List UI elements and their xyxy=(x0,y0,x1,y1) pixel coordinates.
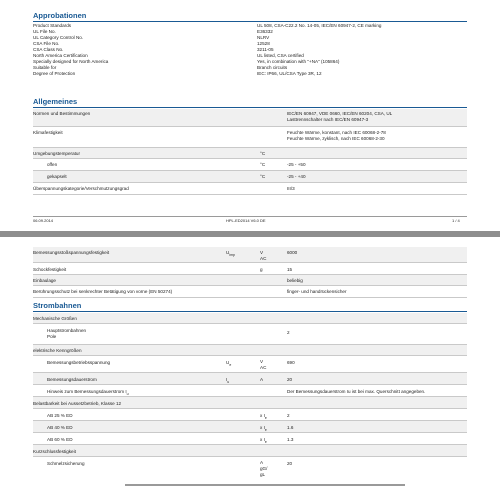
spec-label: Überspannungskategorie/Verschmutzungsgrad xyxy=(33,186,129,191)
spec-label: gekapselt xyxy=(47,174,67,179)
footer-page-number: 1 / 4 xyxy=(452,218,460,223)
table-row xyxy=(33,148,467,159)
spec-value: Feuchte Wärme, konstant, nach IEC 60068-2-78 xyxy=(287,130,386,135)
table-row xyxy=(33,445,467,457)
approval-label: Product Standards xyxy=(33,23,72,28)
spec-group-label: Belastbarkeit bei Aussetzbetrieb, Klasse 12 xyxy=(33,401,122,406)
spec-unit: °C xyxy=(260,162,266,167)
document-page-1 xyxy=(0,0,500,231)
spec-value: Der Bemessungsdauerstrom Iu ist bei max. Querschnitt angegeben. xyxy=(287,389,426,394)
spec-label: Bemessungsbetriebsspannung xyxy=(47,360,111,365)
spec-unit-line2: AC xyxy=(260,365,267,370)
spec-label: Bemessungsdauerstrom xyxy=(47,377,97,382)
spec-label: Hauptstrombahnen xyxy=(47,328,87,333)
spec-label: AB 25 % ED xyxy=(47,413,73,418)
spec-group-label: Mechanische Größen xyxy=(33,316,77,321)
section-title-allgemeines: Allgemeines xyxy=(33,97,78,106)
spec-label: AB 40 % ED xyxy=(47,425,73,430)
spec-label: Umgebungstemperatur xyxy=(33,151,80,156)
table-row xyxy=(33,324,467,345)
spec-unit: °C xyxy=(260,151,266,156)
footer-date: 06.09.2014 xyxy=(33,218,54,223)
spec-unit: x $I_e$ xyxy=(260,425,267,432)
spec-value: 2 xyxy=(287,330,290,335)
approval-value: NLRV xyxy=(257,35,270,40)
approval-label: UL Category Control No. xyxy=(33,35,84,40)
spec-label: offen xyxy=(47,162,58,167)
spec-group-label: Kurzschlussfestigkeit xyxy=(33,449,76,454)
table-row xyxy=(33,373,467,385)
approval-value: IEC: IP66, UL/CSA Type 3R, 12 xyxy=(257,71,322,76)
spec-label: Berührungsschutz bei senkrechter Betätigung von vorne (EN 50274) xyxy=(33,289,173,294)
spec-unit-line2: AC xyxy=(260,256,267,261)
section-title-approbationen: Approbationen xyxy=(33,11,87,20)
spec-value: 2 xyxy=(287,413,290,418)
table-row xyxy=(33,345,467,356)
spec-value-line2: Feuchte Wärme, zyklisch, nach IEC 60068-2-30 xyxy=(287,136,385,141)
approval-value: 3211-05 xyxy=(257,47,274,52)
approval-label: CSA File No. xyxy=(33,41,60,46)
spec-value: beliebig xyxy=(287,278,303,283)
spec-label: Klimafestigkeit xyxy=(33,130,63,135)
approval-value: UL 508, CSA-C22.2 No. 14-05, IEC/EN 60947-2, CE marking xyxy=(257,23,382,28)
table-row xyxy=(33,171,467,183)
document-page-2 xyxy=(0,237,500,489)
spec-value: 1.3 xyxy=(287,437,294,442)
spec-symbol: $U_{imp}$ xyxy=(226,250,235,257)
approval-value: 12528 xyxy=(257,41,270,46)
approval-label: UL File No. xyxy=(33,29,56,34)
spec-unit-line2: gG/ xyxy=(260,466,268,471)
approval-value: E36332 xyxy=(257,29,273,34)
spec-label: Schmelzsicherung xyxy=(47,461,85,466)
table-row xyxy=(33,313,467,324)
approval-label: North America Certification xyxy=(33,53,88,58)
spec-value: 6000 xyxy=(287,250,298,255)
footer-doc-id: HPL-ED2014 V6.0 DE xyxy=(226,218,266,223)
table-row xyxy=(33,127,467,148)
spec-value: IEC/EN 60947, VDE 0660, IEC/EN 60204, CSA, UL xyxy=(287,111,393,116)
spec-value: -25 - +40 xyxy=(287,174,306,179)
spec-unit-line3: gL xyxy=(260,472,266,477)
spec-value: 20 xyxy=(287,461,293,466)
spec-value: -25 - +50 xyxy=(287,162,306,167)
table-row xyxy=(33,275,467,286)
spec-label: Einbaulage xyxy=(33,278,56,283)
spec-unit: A xyxy=(260,460,264,465)
spec-unit: x $I_e$ xyxy=(260,437,267,444)
spec-value: III/3 xyxy=(287,186,295,191)
approval-value: Yes, in combination with "+NA" (105864) xyxy=(257,59,340,64)
spec-label: Normen und Bestimmungen xyxy=(33,111,91,116)
section-rule xyxy=(33,311,467,312)
spec-value: 20 xyxy=(287,377,293,382)
spec-label: AB 60 % ED xyxy=(47,437,73,442)
spec-symbol: $I_u$ xyxy=(226,377,230,384)
spec-group-label: elektrische Kenngrößen xyxy=(33,348,82,353)
table-row xyxy=(33,409,467,421)
spec-symbol: $U_e$ xyxy=(226,360,232,367)
table-row xyxy=(33,457,467,483)
section-rule xyxy=(33,107,467,108)
spec-label-line2: Pole xyxy=(47,334,57,339)
spec-unit: x $I_e$ xyxy=(260,413,267,420)
spec-value: 690 xyxy=(287,360,295,365)
spec-unit: A xyxy=(260,377,264,382)
table-row xyxy=(33,109,467,127)
spec-value-line2: Lasttrennschalter nach IEC/EN 60947-3 xyxy=(287,117,369,122)
page-bottom-edge xyxy=(125,484,405,486)
table-row xyxy=(33,421,467,433)
spec-unit: V xyxy=(260,250,264,255)
approval-label: Suitable for xyxy=(33,65,57,70)
section-rule xyxy=(33,21,467,22)
approval-label: CSA Class No. xyxy=(33,47,64,52)
table-row xyxy=(33,433,467,445)
spec-value: finger- und handrückensicher xyxy=(287,289,347,294)
spec-label: Bemessungsstoßspannungsfestigkeit xyxy=(33,250,110,255)
spec-unit: g xyxy=(260,267,263,272)
spec-unit: V xyxy=(260,359,264,364)
approval-label: Degree of Protection xyxy=(33,71,76,76)
approval-value: UL listed, CSA certified xyxy=(257,53,304,58)
spec-value: 1.6 xyxy=(287,425,294,430)
spec-label: Hinweis zum Bemessungsdauerstrom $I_u$ xyxy=(47,389,129,396)
table-row xyxy=(33,159,467,171)
spec-unit: °C xyxy=(260,174,266,179)
spec-label: Schockfestigkeit xyxy=(33,267,67,272)
section-title-strombahnen: Strombahnen xyxy=(33,301,82,310)
spec-value: 15 xyxy=(287,267,293,272)
approval-label: Specially designed for North America xyxy=(33,59,109,64)
footer-rule xyxy=(33,216,467,217)
table-row xyxy=(33,263,467,275)
approval-value: Branch circuits xyxy=(257,65,288,70)
